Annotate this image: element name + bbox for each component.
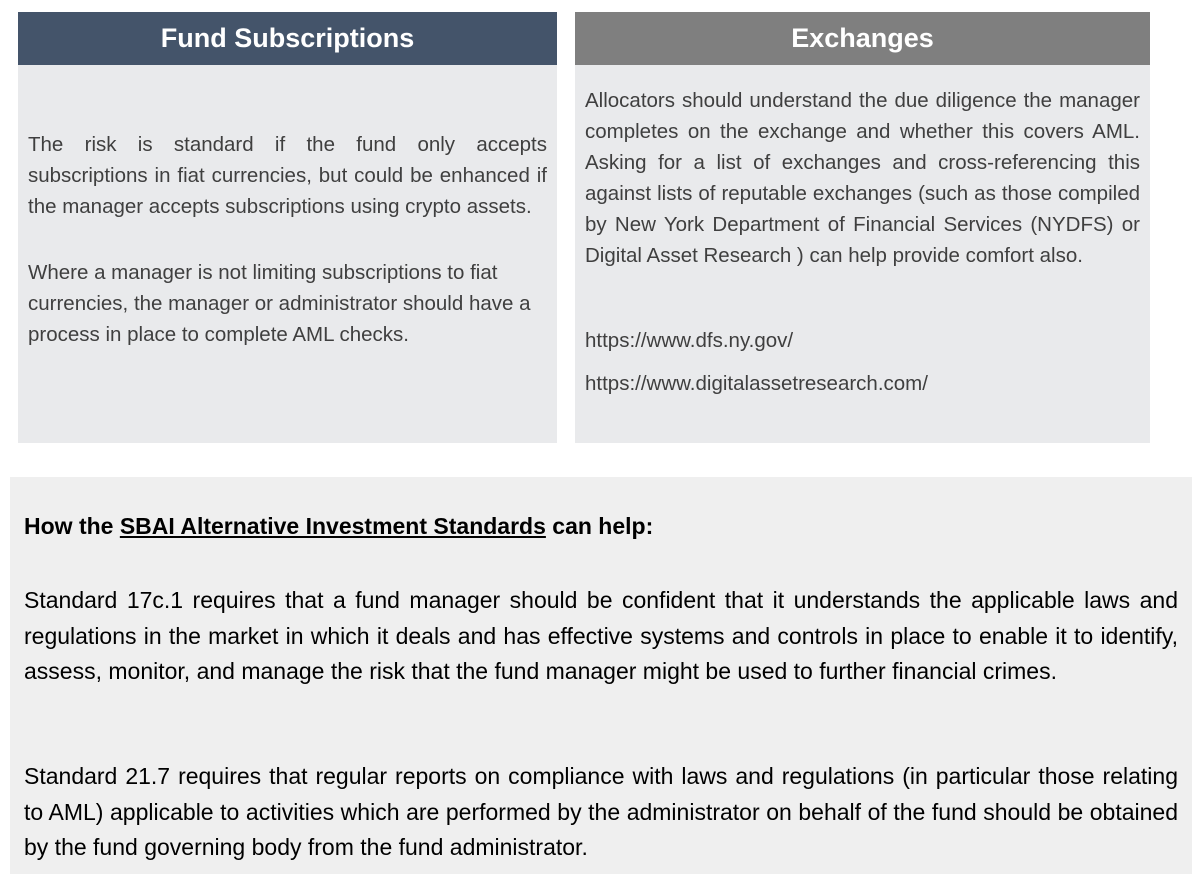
standards-heading-prefix: How the <box>24 513 120 539</box>
fund-subscriptions-panel <box>18 12 557 443</box>
sbai-standards-link[interactable]: SBAI Alternative Investment Standards <box>119 513 546 539</box>
exchanges-title: Exchanges <box>575 12 1150 65</box>
standards-heading <box>24 513 653 540</box>
exchanges-panel <box>575 12 1150 443</box>
fund-subscriptions-paragraph-2: Where a manager is not limiting subscriptions to fiat currencies, the manager or administrator should have a process in place to complete AML checks. <box>28 261 531 346</box>
standard-17c1-paragraph: Standard 17c.1 requires that a fund manager should be confident that it understands the applicable laws and regulations in the market in which it deals and has effective systems and controls in place to enable it to identify, assess, monitor, and manage the risk that the fund manager might be used to further financial crimes. <box>24 587 1178 684</box>
standard-21-7-paragraph: Standard 21.7 requires that regular reports on compliance with laws and regulations (in particular those relating to AML) applicable to activities which are performed by the administrator on behalf of the fund should be obtained by the fund governing body from the fund administrator. <box>24 763 1178 860</box>
fund-subscriptions-paragraph-1: The risk is standard if the fund only accepts subscriptions in fiat currencies, but could be enhanced if the manager accepts subscriptions using crypto assets. <box>28 133 547 218</box>
nydfs-link[interactable]: https://www.dfs.ny.gov/ <box>585 329 794 352</box>
digital-asset-research-link[interactable]: https://www.digitalassetresearch.com/ <box>585 372 928 395</box>
standards-heading-suffix: can help: <box>545 513 654 539</box>
fund-subscriptions-title: Fund Subscriptions <box>18 12 557 65</box>
standards-box <box>10 477 1192 874</box>
fund-subscriptions-body <box>28 129 547 350</box>
exchanges-body <box>585 85 1140 395</box>
exchanges-paragraph: Allocators should understand the due diligence the manager completes on the exchange and whether this covers AML. Asking for a list of exchanges and cross-referencing this against lists of reputable exchanges (such as those compiled by New York Department of Financial Services (NYDFS) or Digital Asset Research ) can help provide comfort also. <box>585 89 1140 267</box>
